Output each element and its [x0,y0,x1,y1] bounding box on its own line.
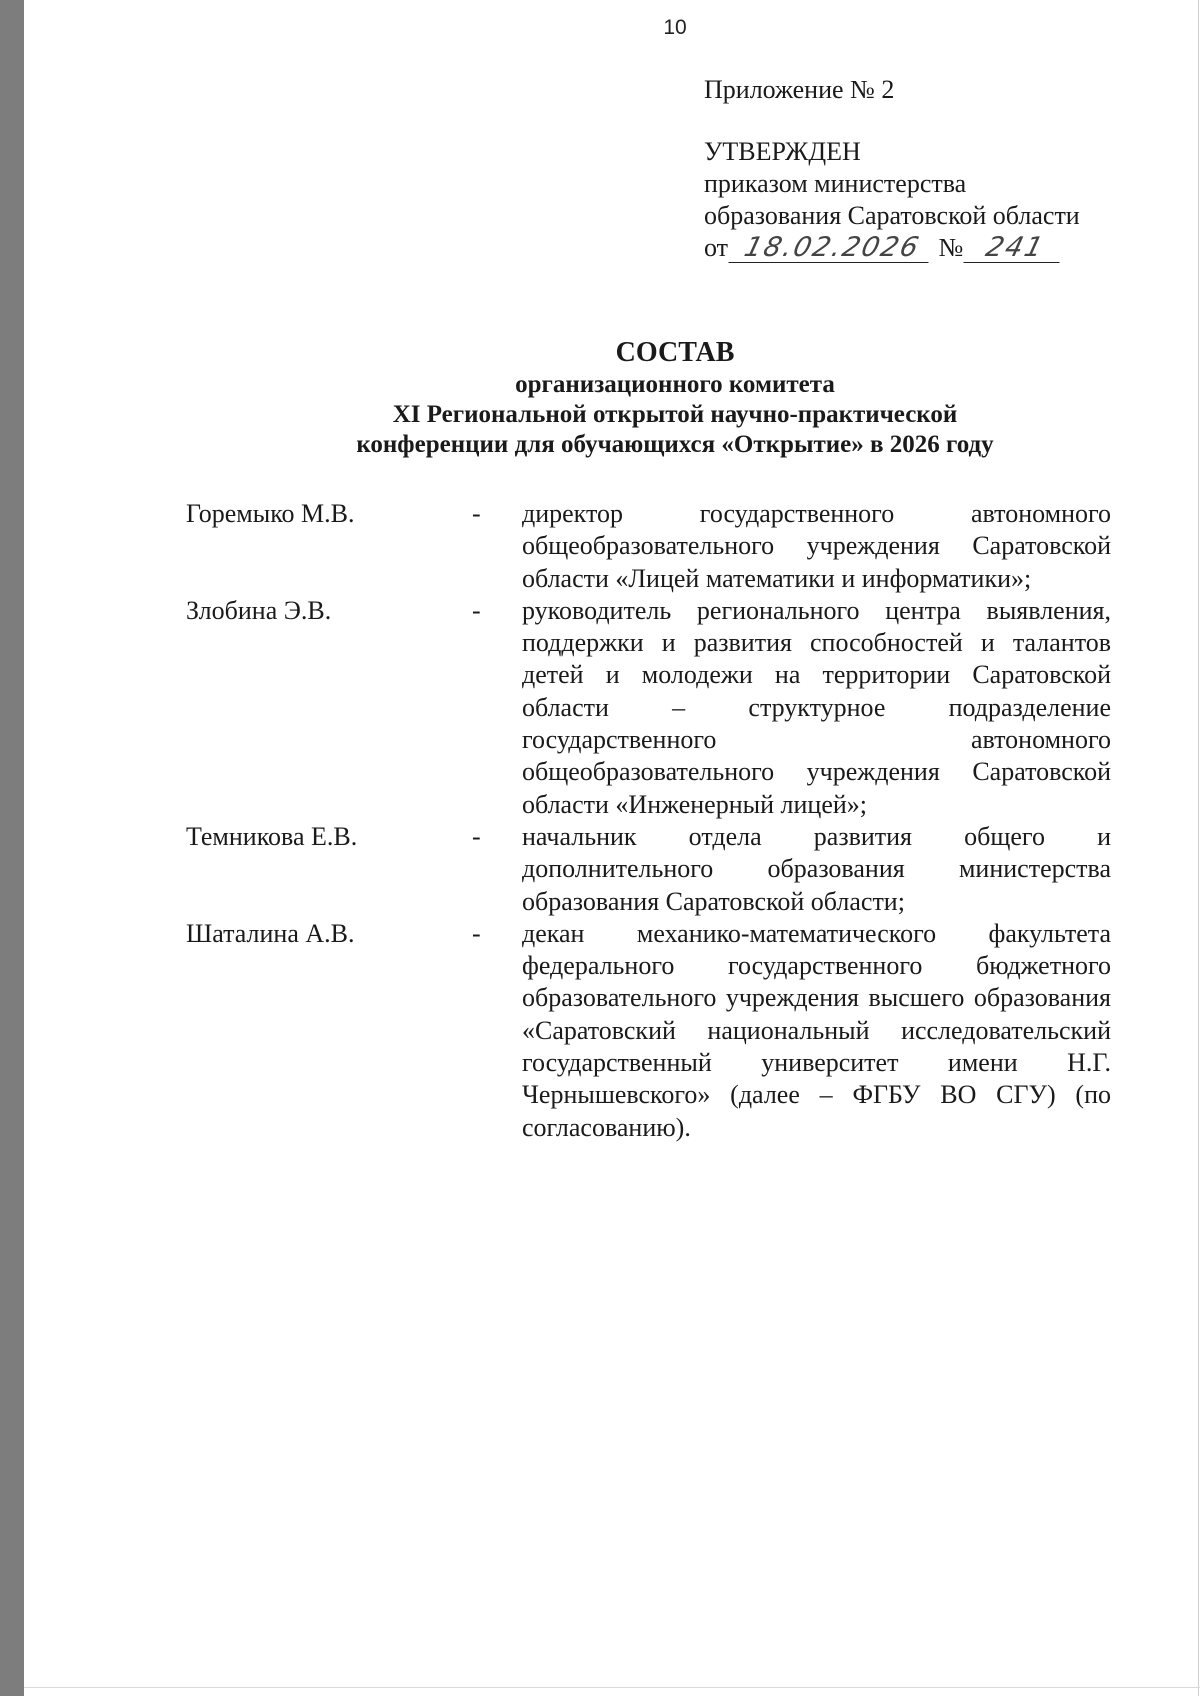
member-dash: - [472,499,481,528]
member-dash: - [472,821,481,851]
page-border-bottom [24,1687,1200,1688]
handwritten-date: 18.02.2026 [728,234,935,263]
title-line-1: организационного комитета [515,371,835,398]
member-description: директор государственного автономного общеобразовательного учреждения Саратовской области «Лицей математики и информатики»; [522,499,1111,593]
member-description: начальник отдела развития общего и дополнительного образования министерства образования Саратовской области; [522,821,1111,916]
title-line-3: конференции для обучающихся «Открытие» в 2026 году [356,431,994,458]
member-name: Шаталина А.В. [186,918,355,948]
handwritten-number: 241 [964,234,1067,263]
member-dash: - [472,595,481,625]
title-line-0: СОСТАВ [615,337,735,368]
page-border-right [1198,0,1199,1696]
number-prefix: № [938,233,964,262]
scan-edge [0,0,24,1696]
order-date-line [704,232,1124,264]
member-dash: - [472,918,481,948]
member-name: Темникова Е.В. [186,821,358,851]
member-description: руководитель регионального центра выявления, поддержки и развития способностей и талантов детей и молодежи на территории Саратовской области – структурное подразделение государственного автономного общеобразовательного учреждения Саратовской области «Инженерный лицей»; [522,595,1111,819]
approval-block [704,74,1124,264]
page-number: 10 [663,16,687,39]
member-row [186,595,1111,821]
member-name: Горемыко М.В. [186,499,355,528]
member-row [186,498,1111,595]
member-row [186,821,1111,918]
approved-label: УТВЕРЖДЕН [704,137,861,166]
order-line-1: приказом министерства [704,169,967,198]
document-title [180,336,1170,460]
appendix-label: Приложение № 2 [704,75,895,104]
members-list [186,498,1111,1144]
order-line-2: образования Саратовской области [704,201,1080,230]
title-line-2: XI Региональной открытой научно-практической [392,401,958,428]
member-row [186,918,1111,1144]
member-name: Злобина Э.В. [186,595,332,625]
member-description: декан механико-математического факультета федерального государственного бюджетного образовательного учреждения высшего образования «Саратовский национальный исследовательский государственный университет имени Н.Г. Чернышевского» (далее – ФГБУ ВО СГУ) (по согласованию). [522,918,1111,1142]
date-prefix: от [704,233,729,262]
